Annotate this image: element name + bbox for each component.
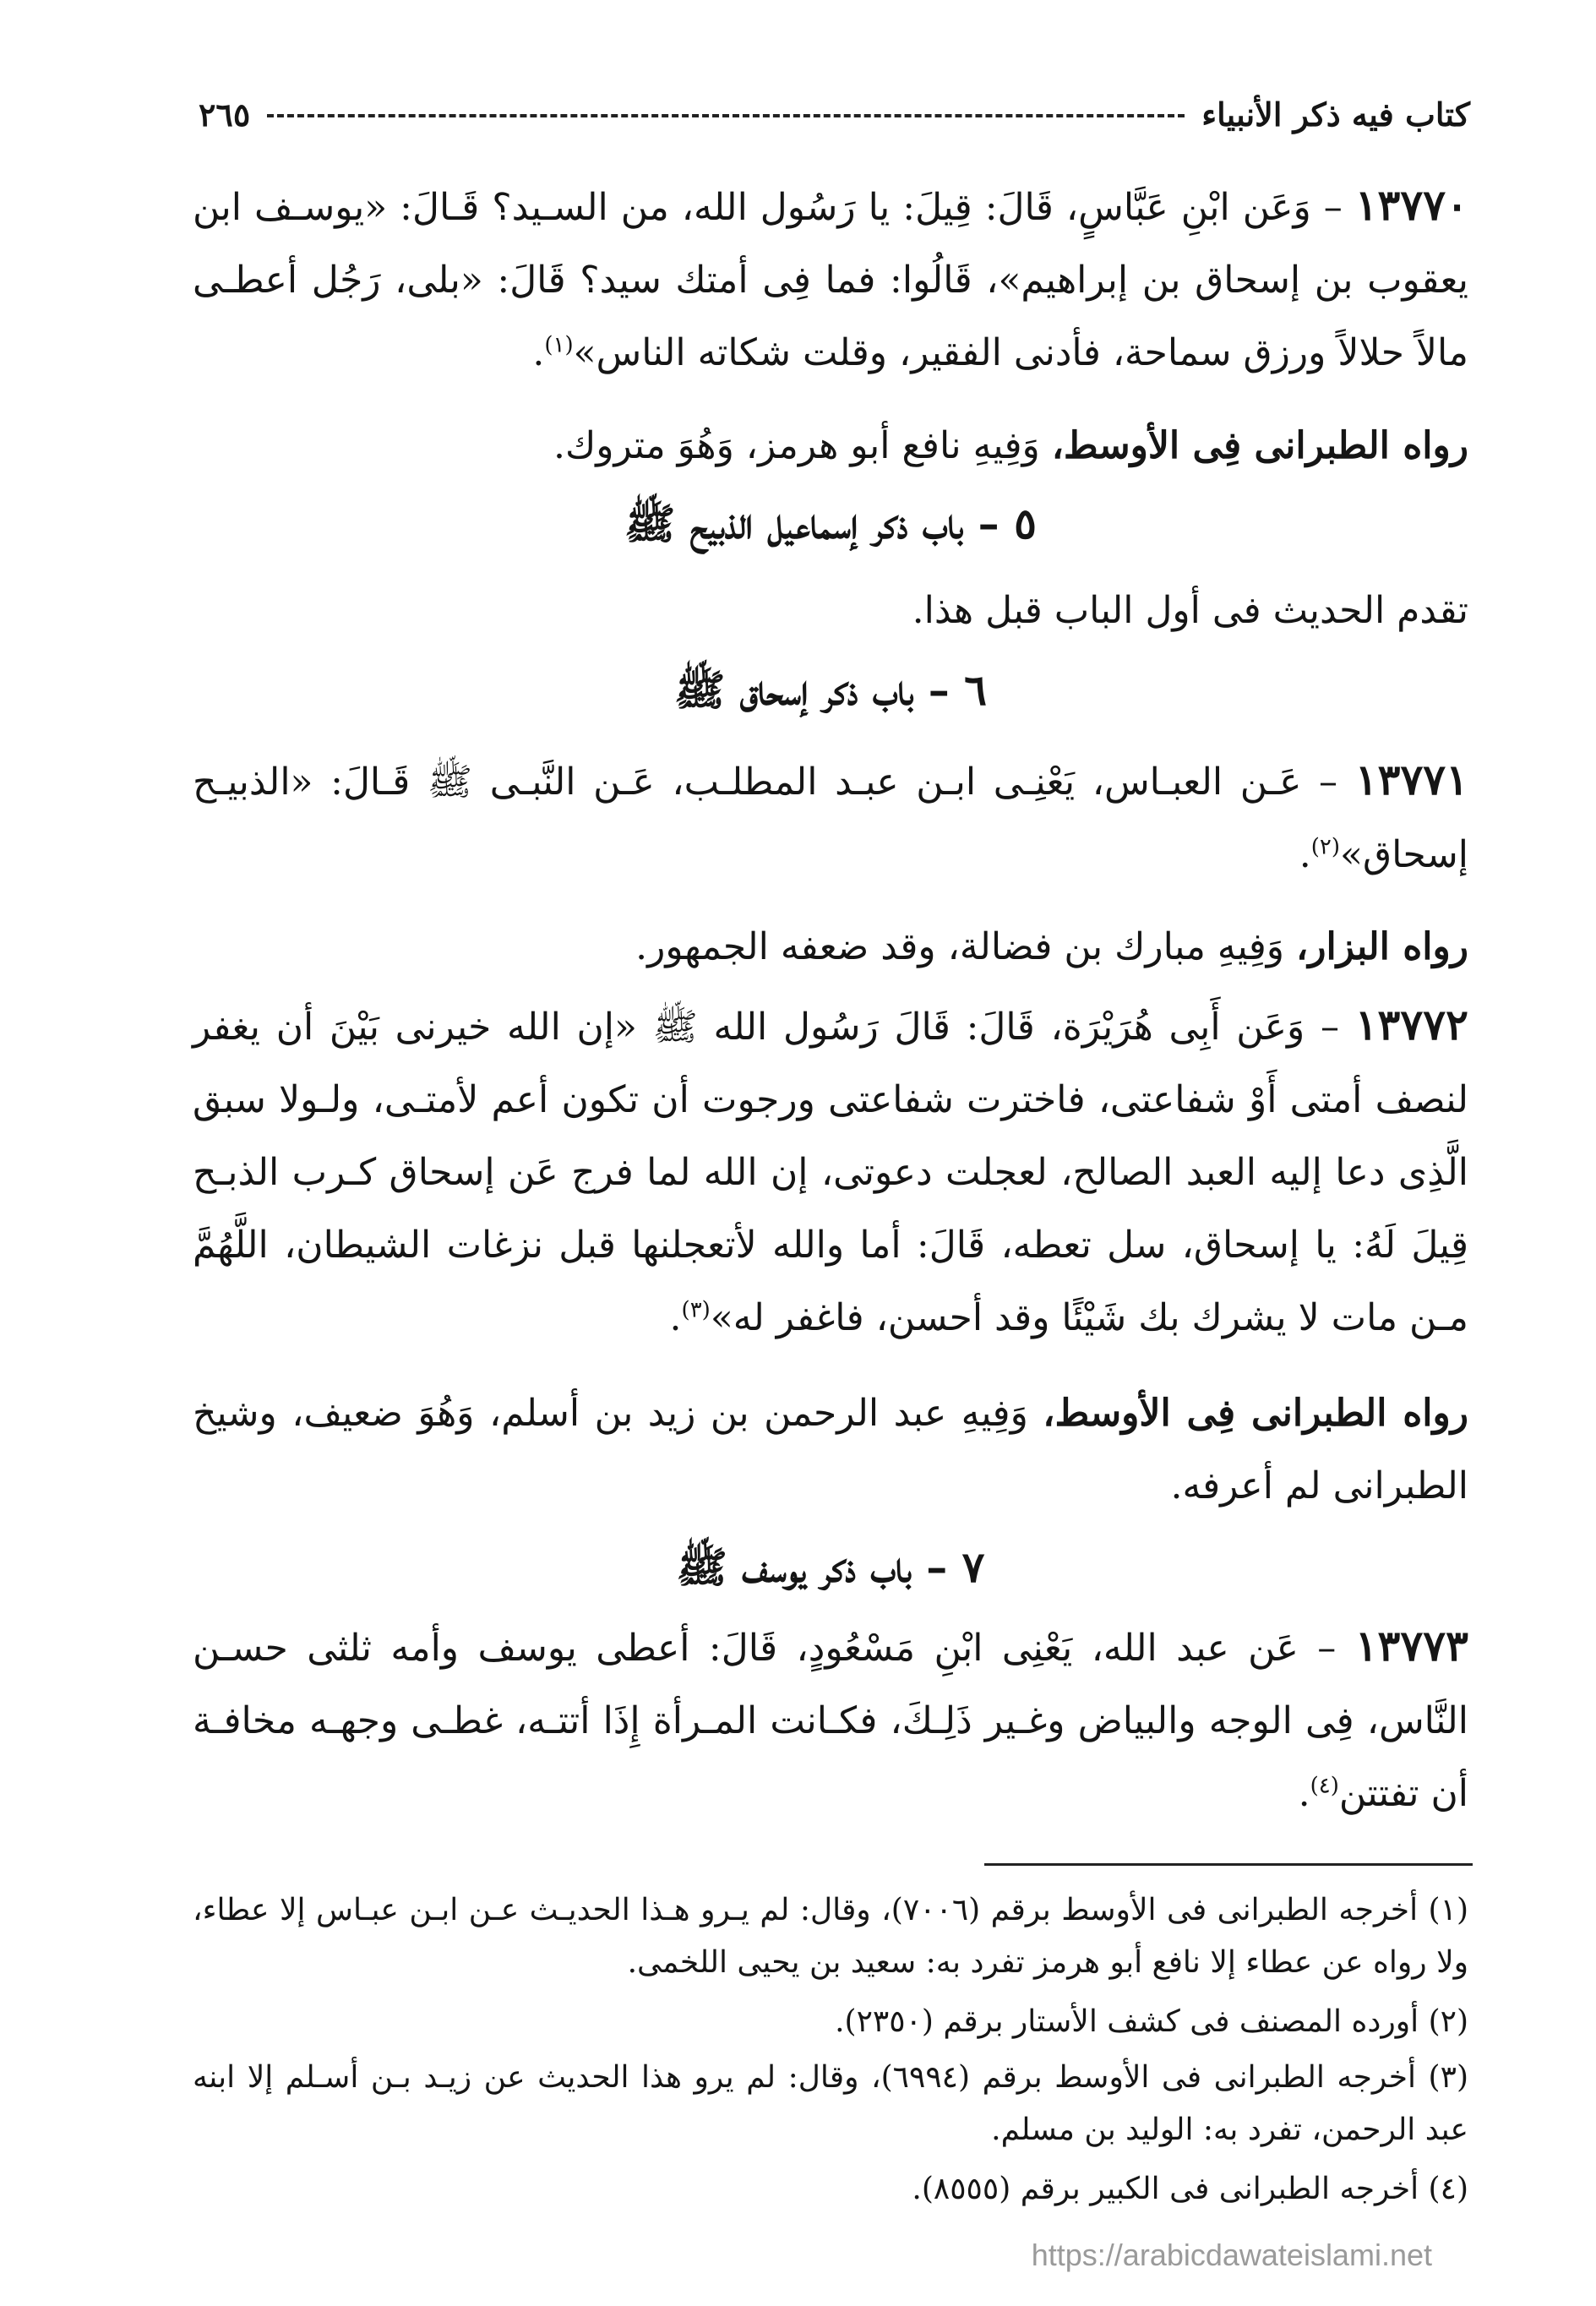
hadith-text: – وَعَن أَبِى هُرَيْرَة، قَالَ: قَالَ رَسُول الله ﷺ «إن الله خيرنى بَيْنَ أن يغفر لنصف أمتى أَوْ شفاعتى، فاخترت شفاعتى ورجوت أن تكون أعم لأمتـى، ولـولا سبق الَّذِى دعا إليه العبد الصالح، لعجلت دعوتى، إن الله لما فرج عَن إسحاق كـرب الذبـح قِيلَ لَهُ: يا إسحاق، سل تعطه، قَالَ: أما والله لأتعجلنها قبل نزغات الشيطان، اللَّهُمَّ مـن مات لا يشرك بك شَيْئًا وقد أحسن، فاغفر له» xyxy=(193,1006,1468,1339)
hadith-text: – وَعَن ابْنِ عَبَّاسٍ، قَالَ: قِيلَ: يا رَسُول الله، من السـيد؟ قَـالَ: «يوسـف ابن يعقوب بن إسحاق بن إبراهيم»، قَالُوا: فما فِى أمتك سيد؟ قَالَ: «بلى، رَجُل أعطـى مالاً حلالاً ورزق سماحة، فأدنى الفقير، وقلت شكاته الناس» xyxy=(193,186,1468,374)
footnote-3: (٣) أخرجه الطبرانى فى الأوسط برقم (٦٩٩٤)، وقال: لم يرو هذا الحديث عن زيـد بـن أسـلم إلا ابنه عبد الرحمن، تفرد به: الوليد بن مسلم. xyxy=(193,2060,1468,2147)
hadith-text: – عَـن العبـاس، يَعْنِـى ابـن عبـد المطلـب، عَـن النَّبـى ﷺ قَـالَ: «الذبيـح إسحاق» xyxy=(193,760,1468,876)
watermark-url: https://arabicdawateislami.net xyxy=(1031,2238,1432,2272)
running-title: كتاب فيه ذكر الأنبياء xyxy=(1201,95,1470,134)
hadith-number: ١٣٧٧٠ xyxy=(1354,180,1468,230)
hadith-end-mark: . xyxy=(1298,1772,1310,1815)
source-13772 xyxy=(193,1377,1468,1523)
source-rest: وَفِيهِ مبارك بن فضالة، وقد ضعفه الجمهور. xyxy=(635,925,1297,968)
hadith-number: ١٣٧٧٢ xyxy=(1354,1000,1468,1049)
source-bold: رواه الطبرانى فِى الأوسط، xyxy=(1043,1392,1468,1435)
source-rest: وَفِيهِ عبد الرحمن بن زيد بن أسلم، وَهُوَ ضعيف، وشيخ الطبرانى لم أعرفه. xyxy=(193,1392,1468,1507)
footnote-separator xyxy=(984,1863,1473,1866)
running-header xyxy=(199,84,1470,144)
hadith-number: ١٣٧٧٣ xyxy=(1354,1621,1468,1671)
hadith-13771 xyxy=(193,744,1468,891)
footnote-1: (١) أخرجه الطبرانى فى الأوسط برقم (٧٠٠٦)، وقال: لم يـرو هـذا الحديـث عـن ابـن عبـاس إلا عطاء، ولا رواه عن عطاء إلا نافع أبو هرمز تفرد به: سعيد بن يحيى اللخمى. xyxy=(193,1893,1468,1980)
hadith-13770 xyxy=(193,169,1468,390)
page-number: ٢٦٥ xyxy=(199,95,251,134)
footnote-4: (٤) أخرجه الطبرانى فى الكبير برقم (٨٥٥٥). xyxy=(912,2172,1468,2206)
hadith-end-mark: . xyxy=(669,1296,682,1339)
chapter5-note: تقدم الحديث فى أول الباب قبل هذا. xyxy=(912,589,1468,632)
footnote-ref: (٢) xyxy=(1310,834,1341,860)
hadith-end-mark: . xyxy=(532,331,545,374)
source-rest: وَفِيهِ نافع أبو هرمز، وَهُوَ متروك. xyxy=(553,424,1052,467)
source-bold: رواه الطبرانى فِى الأوسط، xyxy=(1051,424,1468,467)
hadith-13773 xyxy=(193,1610,1468,1830)
source-13770 xyxy=(193,410,1468,482)
chapter-heading-5: ٥ – باب ذكر إسماعيل الذبيح ﷺ xyxy=(624,499,1037,548)
hadith-text: – عَن عبد الله، يَعْنِى ابْنِ مَسْعُودٍ، قَالَ: أعطى يوسف وأمه ثلثى حسـن النَّاس، فِى الوجه والبياض وغـير ذَلِـكَ، فكـانت المـرأة إِذَا أتتـه، غطـى وجهـه مخافـة أن تفتتن xyxy=(193,1627,1468,1815)
source-13771 xyxy=(193,911,1468,984)
chapter-heading-7: ٧ – باب ذكر يوسف ﷺ xyxy=(676,1542,985,1592)
hadith-end-mark: . xyxy=(1299,833,1311,876)
hadith-13772 xyxy=(193,989,1468,1355)
header-dashed-line xyxy=(267,114,1185,117)
footnote-ref: (٤) xyxy=(1310,1773,1339,1799)
chapter-heading-6: ٦ – باب ذكر إسحاق ﷺ xyxy=(673,665,988,715)
footnote-ref: (٣) xyxy=(681,1297,711,1323)
hadith-number: ١٣٧٧١ xyxy=(1354,755,1469,804)
source-bold: رواه البزار، xyxy=(1296,925,1468,968)
footnote-2: (٢) أورده المصنف فى كشف الأستار برقم (٢٣٥٠). xyxy=(835,2004,1468,2039)
footnote-ref: (١) xyxy=(544,332,574,358)
